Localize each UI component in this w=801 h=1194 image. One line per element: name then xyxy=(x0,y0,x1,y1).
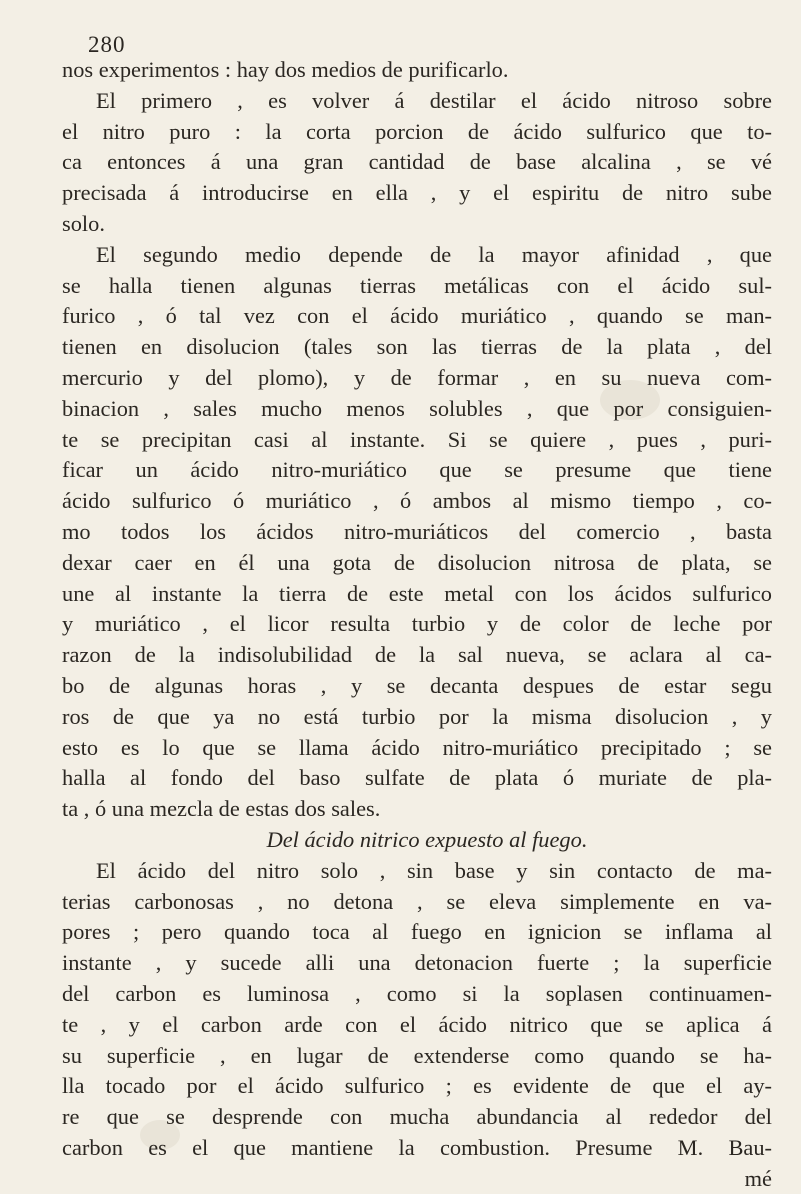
text-line: El primero , es volver á destilar el ácido nitroso sobre xyxy=(96,87,772,113)
page-number: 280 xyxy=(88,32,126,57)
text-line: del carbon es luminosa , como si la soplasen continuamen- xyxy=(62,980,772,1006)
text-line: precisada á introducirse en ella , y el espiritu de nitro sube xyxy=(62,180,772,206)
text-line: se halla tienen algunas tierras metálicas con el ácido sul- xyxy=(62,272,772,298)
text-line: esto es lo que se llama ácido nitro-muriático precipitado ; se xyxy=(62,734,772,760)
text-line: ta , ó una mezcla de estas dos sales. xyxy=(62,796,381,822)
text-line: carbon es el que mantiene la combustion. Presume M. Bau- xyxy=(62,1134,772,1160)
text-line: y muriático , el licor resulta turbio y de color de leche por xyxy=(62,611,772,637)
text-line: tienen en disolucion (tales son las tierras de la plata , del xyxy=(62,334,772,360)
text-line: ficar un ácido nitro-muriático que se presume que tiene xyxy=(62,457,772,483)
text-line: bo de algunas horas , y se decanta despues de estar segu xyxy=(62,672,772,698)
text-line: dexar caer en él una gota de disolucion nitrosa de plata, se xyxy=(62,549,772,575)
text-line: solo. xyxy=(62,210,105,236)
text-line: instante , y sucede alli una detonacion fuerte ; la superficie xyxy=(62,950,772,976)
text-line: binacion , sales mucho menos solubles , que por consiguien- xyxy=(62,395,772,421)
text-line: mercurio y del plomo), y de formar , en su nueva com- xyxy=(62,364,772,390)
text-line: te se precipitan casi al instante. Si se quiere , pues , puri- xyxy=(62,426,772,452)
catchword: mé xyxy=(744,1165,772,1191)
text-line: halla al fondo del baso sulfate de plata ó muriate de pla- xyxy=(62,765,772,791)
section-heading: Del ácido nitrico expuesto al fuego. xyxy=(266,826,588,852)
text-line: une al instante la tierra de este metal con los ácidos sulfurico xyxy=(62,580,772,606)
text-line: El segundo medio depende de la mayor afinidad , que xyxy=(96,241,772,267)
text-line: ca entonces á una gran cantidad de base alcalina , se vé xyxy=(62,149,772,175)
text-line: su superficie , en lugar de extenderse como quando se ha- xyxy=(62,1042,772,1068)
text-line: terias carbonosas , no detona , se eleva simplemente en va- xyxy=(62,888,772,914)
text-line: lla tocado por el ácido sulfurico ; es evidente de que el ay- xyxy=(62,1073,772,1099)
text-line: te , y el carbon arde con el ácido nitrico que se aplica á xyxy=(62,1011,772,1037)
text-line: el nitro puro : la corta porcion de ácido sulfurico que to- xyxy=(62,118,772,144)
text-line: ácido sulfurico ó muriático , ó ambos al mismo tiempo , co- xyxy=(62,488,772,514)
text-line: re que se desprende con mucha abundancia al rededor del xyxy=(62,1104,772,1130)
text-line: furico , ó tal vez con el ácido muriático , quando se man- xyxy=(62,303,772,329)
text-line: mo todos los ácidos nitro-muriáticos del comercio , basta xyxy=(62,518,772,544)
text-line: pores ; pero quando toca al fuego en ignicion se inflama al xyxy=(62,919,772,945)
text-line: nos experimentos : hay dos medios de purificarlo. xyxy=(62,57,509,82)
text-line: razon de la indisolubilidad de la sal nueva, se aclara al ca- xyxy=(62,642,772,668)
page-text xyxy=(62,55,772,1194)
text-line: El ácido del nitro solo , sin base y sin contacto de ma- xyxy=(96,857,772,883)
text-line: ros de que ya no está turbio por la misma disolucion , y xyxy=(62,703,772,729)
